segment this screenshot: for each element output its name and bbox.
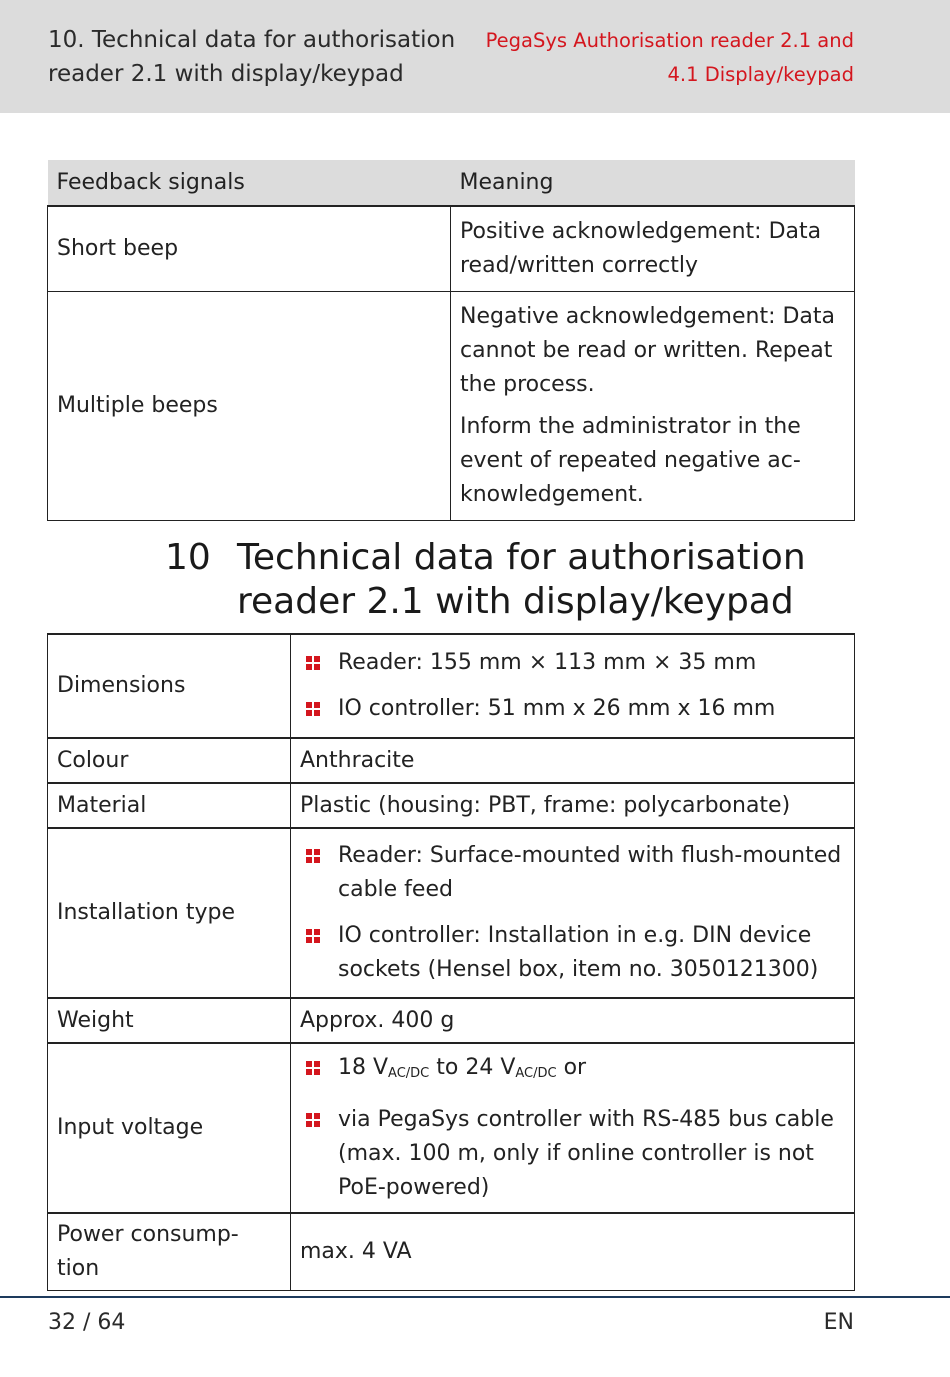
row-value: Approx. 400 g bbox=[291, 998, 855, 1043]
list-item bbox=[300, 919, 845, 987]
row-value: max. 4 VA bbox=[291, 1213, 855, 1291]
table-row-input-voltage bbox=[48, 1043, 855, 1213]
row-label-line1: Power consump- bbox=[57, 1222, 239, 1247]
row-label: Colour bbox=[48, 738, 291, 783]
column-header-feedback-signals: Feedback signals bbox=[48, 160, 451, 206]
bullet-list bbox=[300, 1051, 845, 1205]
footer-divider bbox=[0, 1296, 950, 1298]
red-square-bullet-icon bbox=[306, 656, 321, 671]
row-label-line2: tion bbox=[57, 1256, 100, 1281]
row-value bbox=[291, 1043, 855, 1213]
meaning-text: Positive acknowledgement: Data read/written correctly bbox=[460, 219, 822, 278]
table-row bbox=[48, 292, 855, 521]
header-product-line1: PegaSys Authorisation reader 2.1 and bbox=[485, 29, 854, 52]
red-square-bullet-icon bbox=[306, 1113, 321, 1128]
section-number: 10 bbox=[165, 537, 211, 578]
header-chapter-title bbox=[48, 23, 468, 91]
row-label: Weight bbox=[48, 998, 291, 1043]
list-item-text: via PegaSys controller with RS-485 bus cable (max. 100 m, only if online controller is not PoE-powered) bbox=[338, 1107, 834, 1200]
meaning-cell bbox=[451, 206, 855, 292]
row-value: Anthracite bbox=[291, 738, 855, 783]
page-header bbox=[0, 0, 950, 113]
meaning-cell bbox=[451, 292, 855, 521]
technical-data-table bbox=[47, 633, 855, 1291]
row-value: Plastic (housing: PBT, frame: polycarbonate) bbox=[291, 783, 855, 828]
red-square-bullet-icon bbox=[306, 702, 321, 717]
language-code: EN bbox=[823, 1310, 854, 1335]
list-item bbox=[300, 646, 845, 680]
table-row-installation-type bbox=[48, 828, 855, 998]
row-label bbox=[48, 1213, 291, 1291]
meaning-text: Inform the administrator in the event of repeated negative ac-knowledgement. bbox=[460, 414, 801, 507]
column-header-meaning: Meaning bbox=[451, 160, 855, 206]
voltage-or-text: or bbox=[556, 1055, 587, 1080]
section-title bbox=[237, 536, 877, 624]
red-square-bullet-icon bbox=[306, 849, 321, 864]
list-item bbox=[300, 1103, 845, 1205]
voltage-max-text: to 24 V bbox=[429, 1055, 516, 1080]
row-value bbox=[291, 828, 855, 998]
header-product-title bbox=[434, 24, 854, 92]
signal-cell: Multiple beeps bbox=[48, 292, 451, 521]
list-item bbox=[300, 839, 845, 907]
table-row-power-consumption bbox=[48, 1213, 855, 1291]
bullet-list bbox=[300, 839, 845, 987]
list-item-text: Reader: Surface-mounted with flush-mounted cable feed bbox=[338, 843, 842, 902]
row-label: Material bbox=[48, 783, 291, 828]
bullet-list bbox=[300, 646, 845, 726]
voltage-subscript: AC/DC bbox=[515, 1066, 557, 1081]
table-row bbox=[48, 206, 855, 292]
row-label: Dimensions bbox=[48, 634, 291, 738]
section-title-line2: reader 2.1 with display/keypad bbox=[237, 581, 794, 622]
list-item bbox=[300, 1051, 845, 1091]
feedback-signals-table bbox=[47, 160, 855, 521]
table-header-row bbox=[48, 160, 855, 206]
list-item-text: IO controller: Installation in e.g. DIN device sockets (Hensel box, item no. 3050121300) bbox=[338, 923, 819, 982]
page-number: 32 / 64 bbox=[48, 1310, 126, 1335]
red-square-bullet-icon bbox=[306, 929, 321, 944]
list-item-text: Reader: 155 mm × 113 mm × 35 mm bbox=[338, 650, 757, 675]
red-square-bullet-icon bbox=[306, 1061, 321, 1076]
header-chapter-line2: reader 2.1 with display/keypad bbox=[48, 61, 404, 87]
list-item-text: IO controller: 51 mm x 26 mm x 16 mm bbox=[338, 696, 776, 721]
table-row-material bbox=[48, 783, 855, 828]
meaning-text: Negative acknowledgement: Data cannot be read or written. Repeat the process. bbox=[460, 304, 836, 397]
header-product-line2: 4.1 Display/keypad bbox=[667, 63, 854, 86]
row-label: Installation type bbox=[48, 828, 291, 998]
table-row-weight bbox=[48, 998, 855, 1043]
voltage-subscript: AC/DC bbox=[388, 1066, 430, 1081]
signal-cell: Short beep bbox=[48, 206, 451, 292]
section-title-line1: Technical data for authorisation bbox=[237, 537, 806, 578]
row-value bbox=[291, 634, 855, 738]
row-label: Input voltage bbox=[48, 1043, 291, 1213]
voltage-min-text: 18 V bbox=[338, 1055, 389, 1080]
list-item bbox=[300, 692, 845, 726]
table-row-dimensions bbox=[48, 634, 855, 738]
header-chapter-line1: 10. Technical data for authorisation bbox=[48, 27, 456, 53]
table-row-colour bbox=[48, 738, 855, 783]
